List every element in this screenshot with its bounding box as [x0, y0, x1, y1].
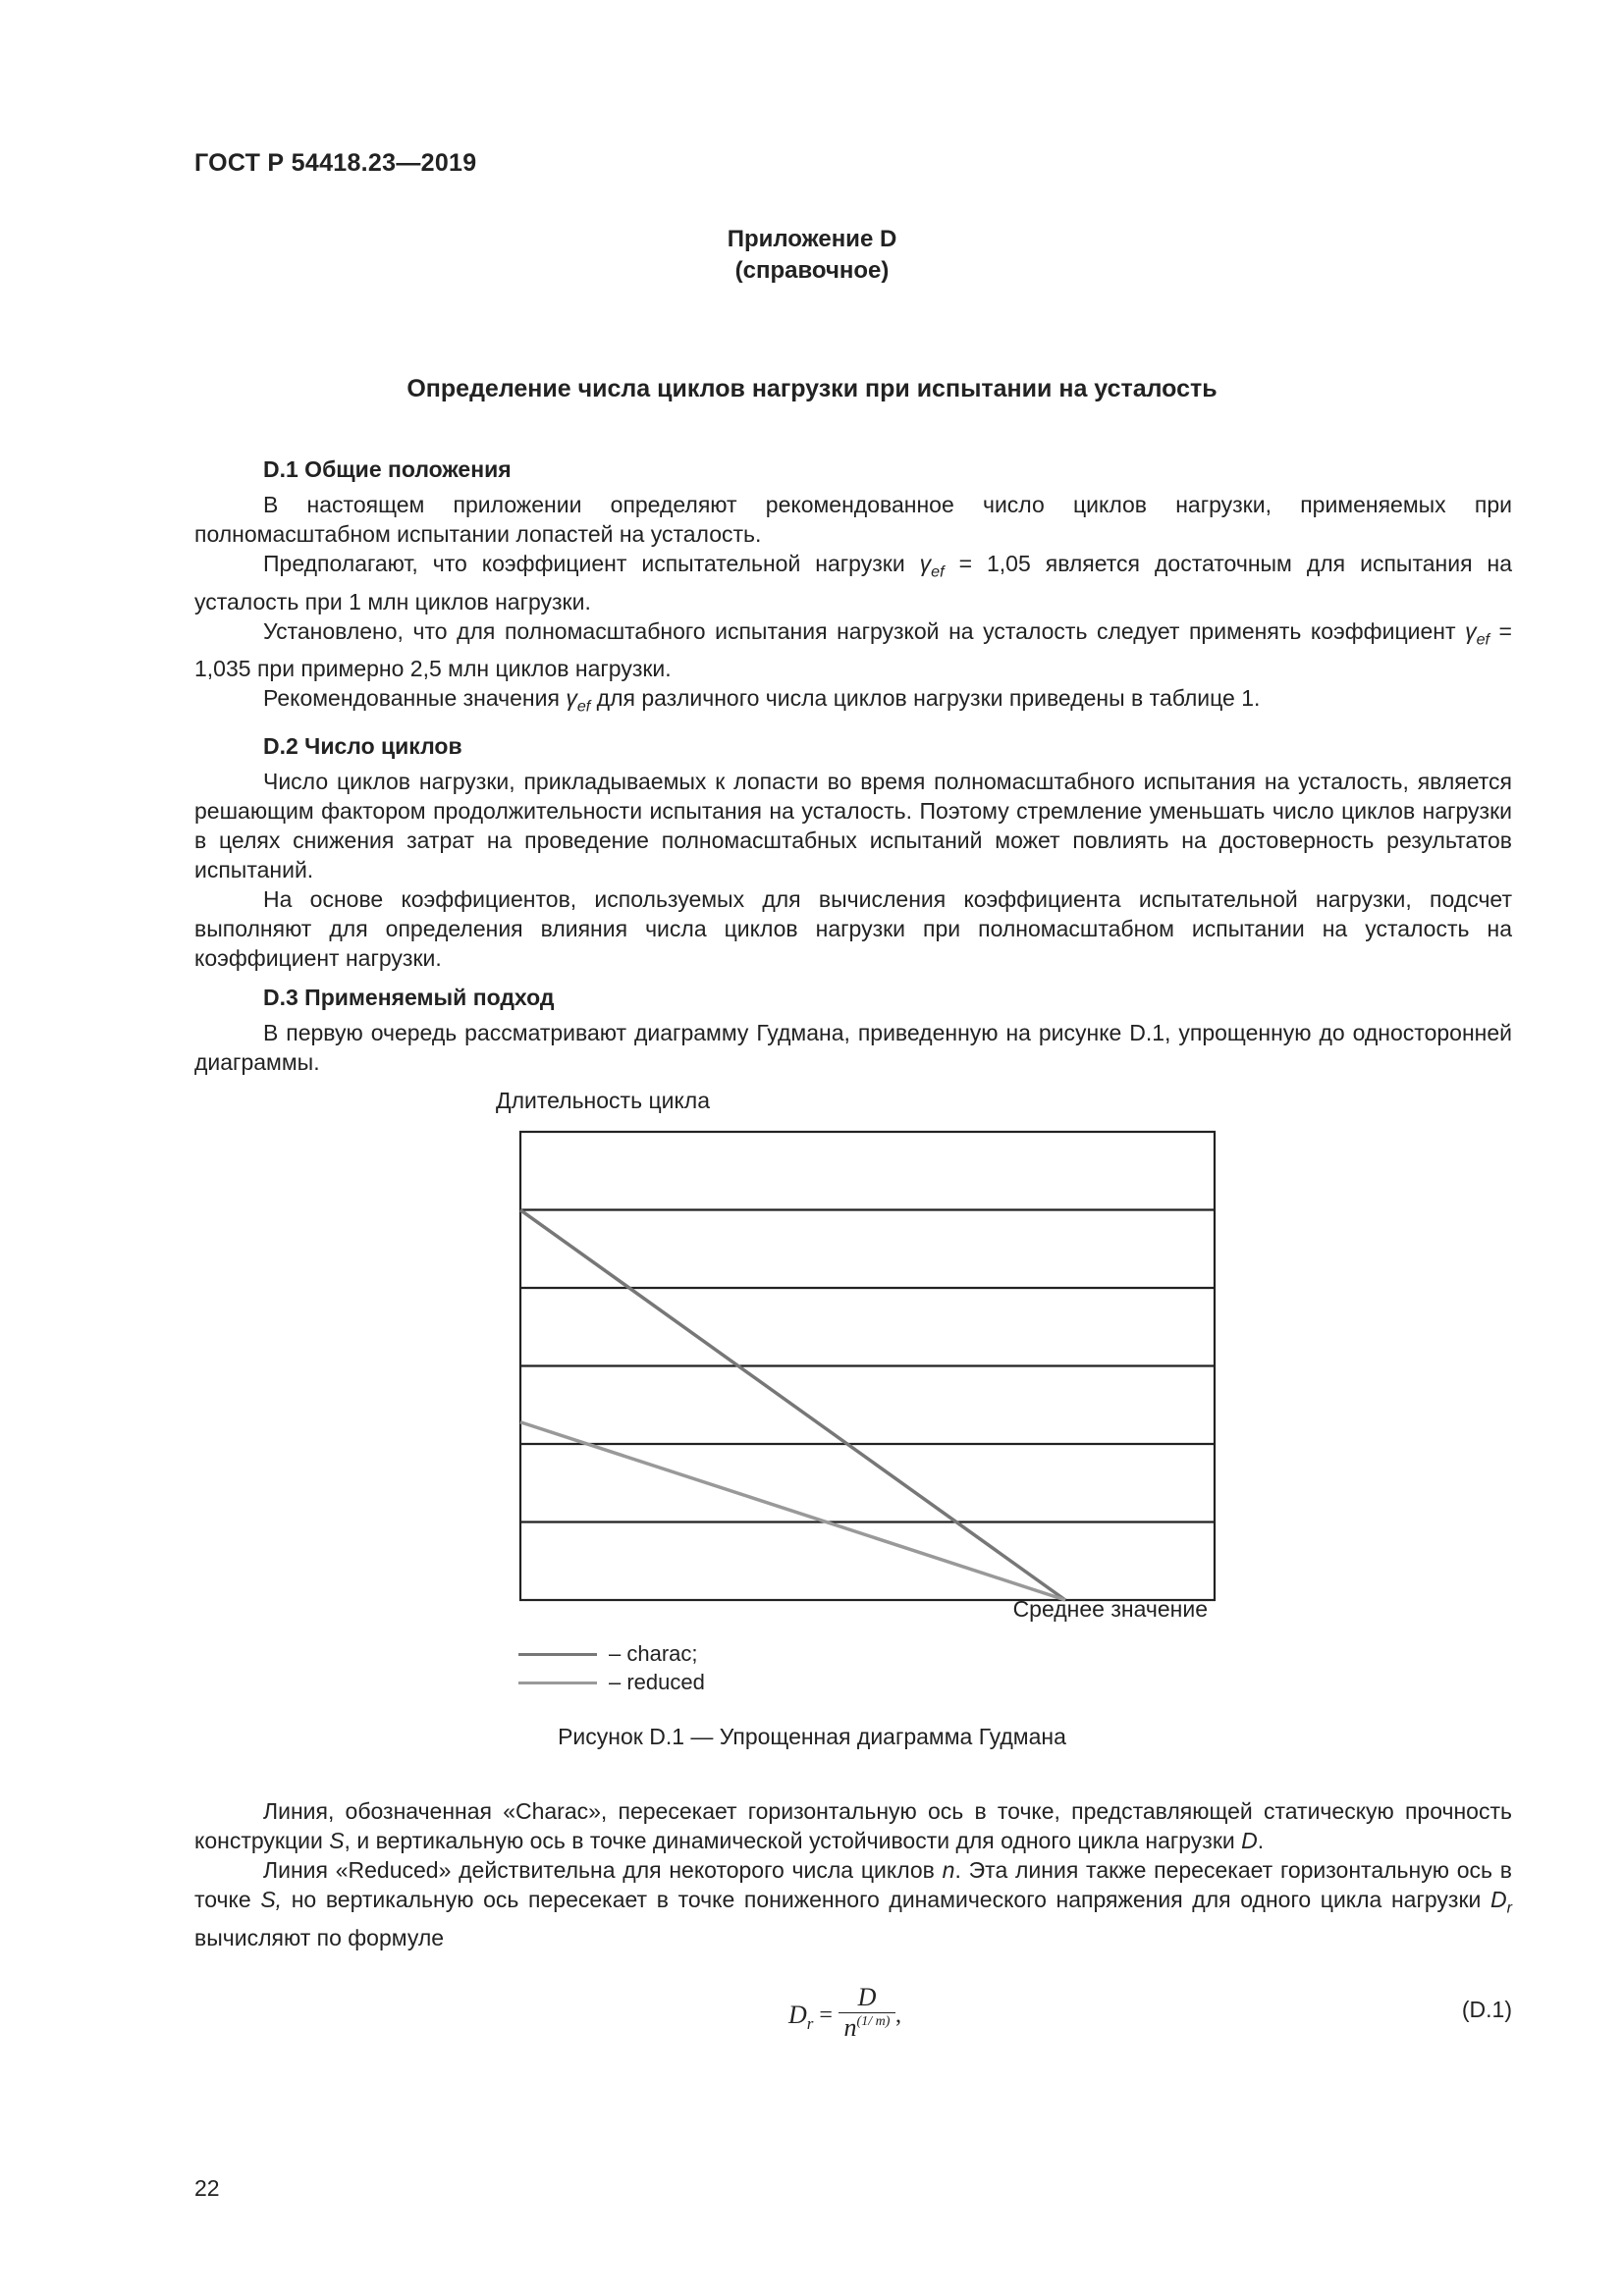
- chart-x-axis-label: Среднее значение: [1012, 1596, 1208, 1622]
- symbol-s: S: [329, 1828, 345, 1853]
- series-line-charac: [520, 1210, 1065, 1600]
- section-heading-d3: D.3 Применяемый подход: [263, 984, 555, 1010]
- text-run: = 1,05 является достаточным для испытания на усталость при 1 млн циклов нагрузки.: [194, 551, 1513, 614]
- subscript-r: r: [1506, 1898, 1512, 1917]
- text-run: Рекомендованные значения: [263, 685, 567, 712]
- body-text-after-figure: [194, 1796, 1512, 1952]
- formula-denominator: n: [843, 2013, 857, 2042]
- paragraph: В первую очередь рассматривают диаграмму Гудмана, приведенную на рисунке D.1, упрощенную до односторонней диаграммы.: [194, 1019, 1512, 1075]
- symbol-s: S,: [260, 1887, 283, 1912]
- gamma-symbol: γ: [919, 551, 932, 576]
- formula-fraction: [839, 1983, 895, 2048]
- figure-caption: Рисунок D.1 — Упрощенная диаграмма Гудмана: [558, 1724, 1066, 1749]
- formula-denominator-group: [844, 2013, 891, 2048]
- section-heading-d2: D.2 Число циклов: [263, 732, 462, 759]
- formula-numerator: D: [857, 1983, 877, 2011]
- symbol-d: D: [1490, 1887, 1507, 1912]
- symbol-d: D: [1241, 1828, 1258, 1853]
- legend-swatch-charac: [518, 1653, 597, 1656]
- chart-y-axis-label: Длительность цикла: [496, 1088, 711, 1113]
- paragraph: [194, 1855, 1512, 1952]
- formula-lhs-subscript: r: [806, 2014, 814, 2033]
- series-line-reduced: [520, 1422, 1065, 1600]
- subscript: ef: [1476, 630, 1489, 649]
- paragraph: Число циклов нагрузки, прикладываемых к лопасти во время полномасштабного испытания на усталость, является решающим фактором продолжительности испытания на усталость. Поэтому стремление уменьшать число циклов нагрузки в целях снижения затрат на проведение полномасштабных испытаний может повлиять на достоверность результатов испытаний.: [194, 768, 1512, 882]
- legend-swatch-reduced: [518, 1682, 597, 1684]
- text-run: Линия, обозначенная «Charac», пересекает горизонтальную ось в точке, представляющей статическую прочность конструкции: [194, 1798, 1512, 1853]
- legend-item-charac: [518, 1641, 698, 1667]
- text-run: .: [1257, 1828, 1265, 1853]
- legend-item-reduced: [518, 1670, 705, 1695]
- gamma-symbol: γ: [566, 685, 577, 712]
- gamma-symbol: γ: [1465, 617, 1477, 644]
- page-title: Определение числа циклов нагрузки при испытании на усталость: [406, 375, 1218, 402]
- formula-equals: =: [819, 2002, 833, 2028]
- formula-comma: ,: [894, 2002, 901, 2028]
- appendix-subtitle: (справочное): [734, 257, 890, 284]
- page-number: 22: [194, 2175, 220, 2201]
- text-run: но вертикальную ось пересекает в точке пониженного динамического напряжения для одного цикла нагрузки: [282, 1887, 1490, 1912]
- paragraph: На основе коэффициентов, используемых для вычисления коэффициента испытательной нагрузки, подсчет выполняют для определения влияния числа циклов нагрузки при полномасштабном испытании на усталость на коэффициент нагрузки.: [194, 885, 1512, 971]
- text-run: Установлено, что для полномасштабного испытания нагрузкой на усталость следует применять коэффициент: [263, 617, 1466, 644]
- text-run: Линия «Reduced» действительна для некоторого числа циклов: [263, 1857, 943, 1883]
- legend-label-charac: – charac;: [609, 1641, 698, 1666]
- text-run: . Эта линия также пересекает горизонтальную ось в точке: [194, 1857, 1512, 1912]
- subscript: ef: [931, 562, 945, 581]
- formula-exponent: (1/ m): [856, 2014, 891, 2029]
- text-run: Предполагают, что коэффициент испытательной нагрузки: [263, 551, 920, 576]
- text-run: вычисляют по формуле: [194, 1924, 445, 1950]
- text-run: = 1,035 при примерно 2,5 млн циклов нагрузки.: [194, 617, 1512, 682]
- appendix-title: Приложение D: [727, 226, 897, 252]
- legend-label-reduced: – reduced: [609, 1670, 705, 1694]
- formula-lhs: D: [788, 2001, 807, 2029]
- section-heading-d1: D.1 Общие положения: [263, 456, 512, 482]
- formula-d1: [788, 1983, 901, 2048]
- document-id: ГОСТ Р 54418.23—2019: [194, 149, 477, 177]
- symbol-n: n: [942, 1857, 955, 1883]
- paragraph: В настоящем приложении определяют рекомендованное число циклов нагрузки, применяемых при полномасштабном испытании лопастей на усталость.: [194, 492, 1512, 547]
- text-run: , и вертикальную ось в точке динамической устойчивости для одного цикла нагрузки: [344, 1828, 1242, 1853]
- equation-number: (D.1): [1461, 1997, 1512, 2022]
- text-run: для различного числа циклов нагрузки приведены в таблице 1.: [590, 685, 1261, 712]
- subscript: ef: [576, 697, 591, 716]
- paragraph: [194, 1796, 1512, 1855]
